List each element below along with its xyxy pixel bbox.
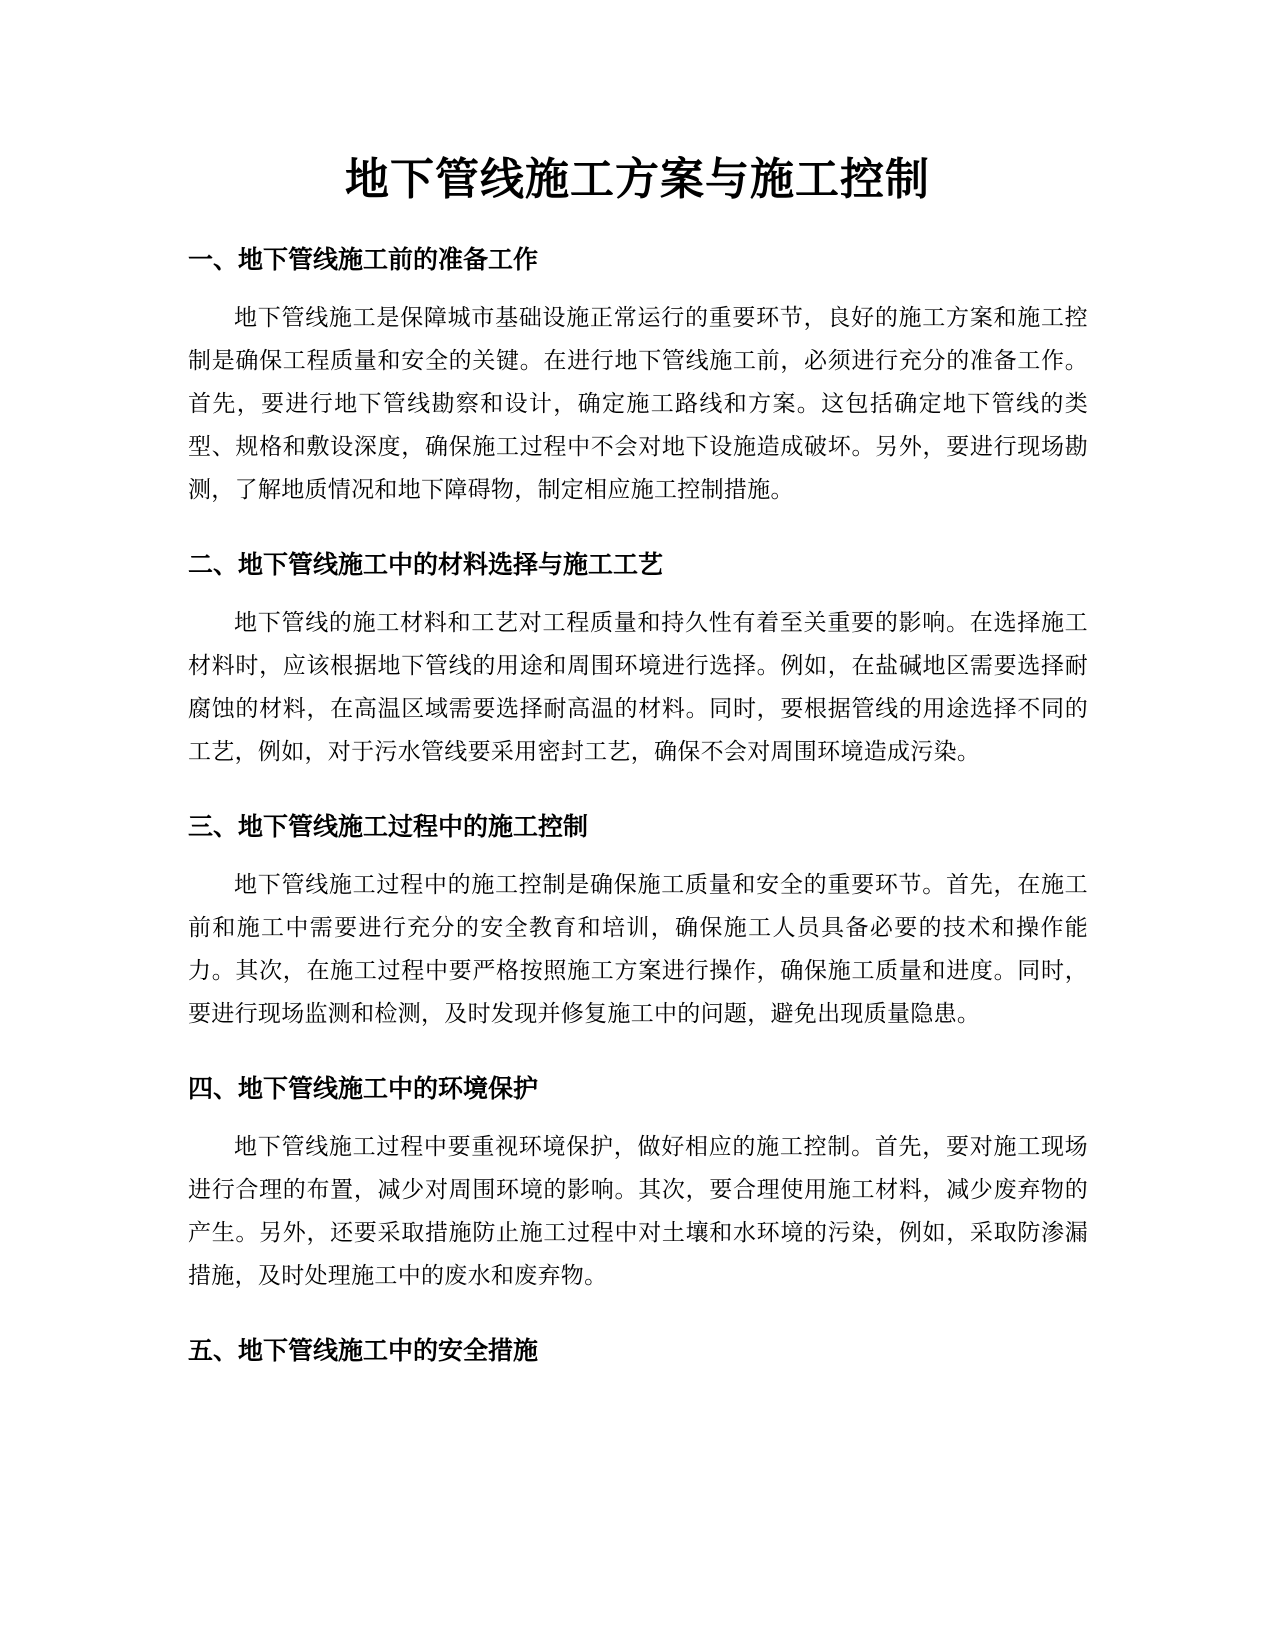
section-paragraph: 地下管线施工过程中的施工控制是确保施工质量和安全的重要环节。首先，在施工前和施工中需要进行充分的安全教育和培训，确保施工人员具备必要的技术和操作能力。其次，在施工过程中要严格按照施工方案进行操作，确保施工质量和进度。同时，要进行现场监测和检测，及时发现并修复施工中的问题，避免出现质量隐患。 — [188, 872, 1088, 1027]
section-paragraph: 地下管线的施工材料和工艺对工程质量和持久性有着至关重要的影响。在选择施工材料时，应该根据地下管线的用途和周围环境进行选择。例如，在盐碱地区需要选择耐腐蚀的材料，在高温区域需要选择耐高温的材料。同时，要根据管线的用途选择不同的工艺，例如，对于污水管线要采用密封工艺，确保不会对周围环境造成污染。 — [188, 610, 1088, 765]
section-construction-control — [188, 807, 1088, 1036]
section-materials-and-process — [188, 545, 1088, 774]
section-safety-measures — [188, 1331, 1088, 1371]
document-content — [188, 240, 1088, 1388]
section-heading: 四、地下管线施工中的环境保护 — [188, 1074, 539, 1103]
section-preparation — [188, 240, 1088, 512]
section-heading: 五、地下管线施工中的安全措施 — [188, 1336, 539, 1365]
section-heading: 三、地下管线施工过程中的施工控制 — [188, 812, 589, 841]
section-environmental-protection — [188, 1069, 1088, 1298]
document-title: 地下管线施工方案与施工控制 — [345, 154, 930, 205]
section-paragraph: 地下管线施工是保障城市基础设施正常运行的重要环节，良好的施工方案和施工控制是确保工程质量和安全的关键。在进行地下管线施工前，必须进行充分的准备工作。首先，要进行地下管线勘察和设计，确定施工路线和方案。这包括确定地下管线的类型、规格和敷设深度，确保施工过程中不会对地下设施造成破坏。另外，要进行现场勘测，了解地质情况和地下障碍物，制定相应施工控制措施。 — [188, 305, 1088, 503]
section-paragraph: 地下管线施工过程中要重视环境保护，做好相应的施工控制。首先，要对施工现场进行合理的布置，减少对周围环境的影响。其次，要合理使用施工材料，减少废弃物的产生。另外，还要采取措施防止施工过程中对土壤和水环境的污染，例如，采取防渗漏措施，及时处理施工中的废水和废弃物。 — [188, 1134, 1088, 1289]
section-heading: 一、地下管线施工前的准备工作 — [188, 245, 539, 274]
section-heading: 二、地下管线施工中的材料选择与施工工艺 — [188, 550, 664, 579]
